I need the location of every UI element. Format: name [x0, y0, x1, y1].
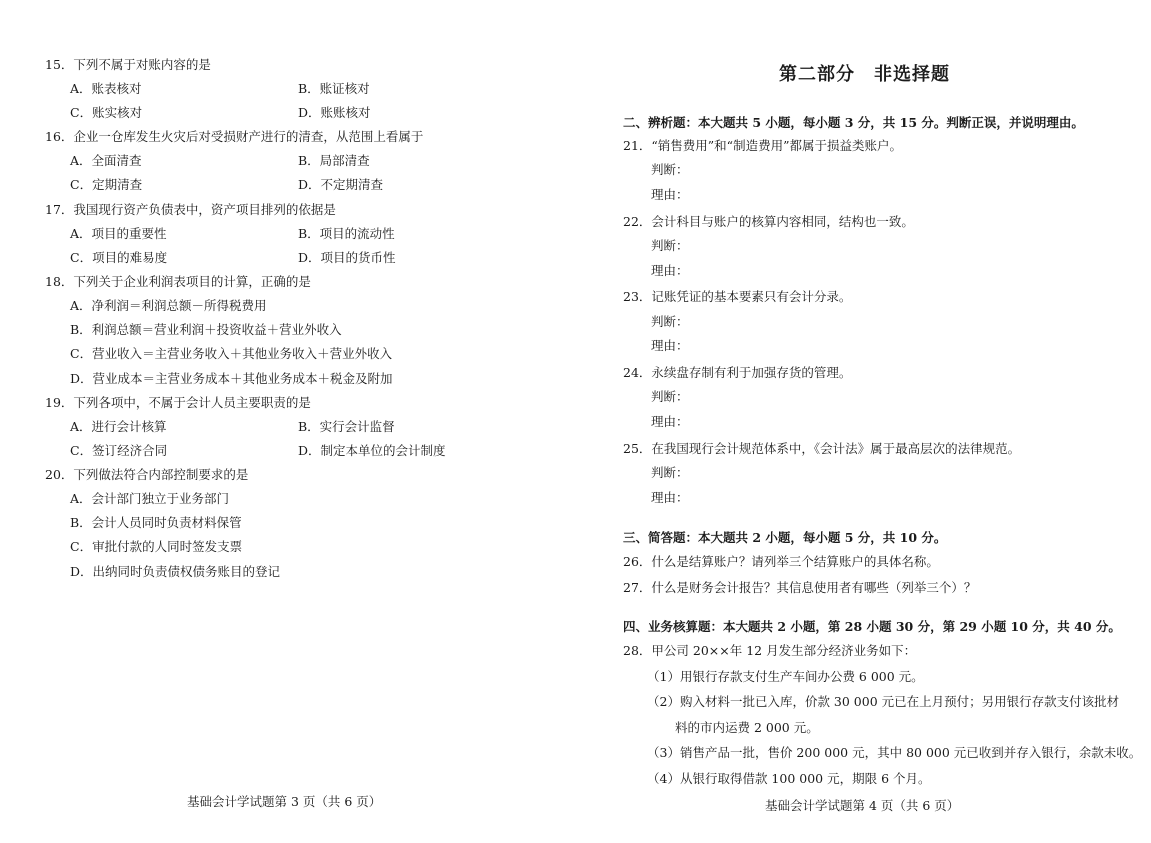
question-19-option-c: C．签订经济合同	[70, 443, 168, 458]
question-17-stem: 17．我国现行资产负债表中，资产项目排列的依据是	[45, 202, 336, 217]
right-page	[575, 0, 1151, 843]
right-page-footer: 基础会计学试题第 4 页（共 6 页）	[765, 798, 960, 813]
question-25-reason-label: 理由：	[651, 490, 689, 505]
question-18-option-c: C．营业收入＝主营业务收入＋其他业务收入＋营业外收入	[70, 346, 393, 361]
question-22: 22．会计科目与账户的核算内容相同，结构也一致。	[623, 214, 914, 229]
question-25: 25．在我国现行会计规范体系中，《会计法》属于最高层次的法律规范。	[623, 441, 1021, 456]
section-4-header: 四、业务核算题：本大题共 2 小题，第 28 小题 30 分，第 29 小题 10 分，共 40 分。	[623, 619, 1121, 634]
question-22-judge-label: 判断：	[651, 238, 689, 253]
question-16-option-c: C．定期清查	[70, 177, 143, 192]
question-15-option-d: D．账账核对	[298, 105, 371, 120]
question-17-option-b: B．项目的流动性	[298, 226, 395, 241]
question-18-option-d: D．营业成本＝主营业务成本＋其他业务成本＋税金及附加	[70, 371, 393, 386]
question-24-reason-label: 理由：	[651, 414, 689, 429]
question-15-option-b: B．账证核对	[298, 81, 370, 96]
question-21: 21．“销售费用”和“制造费用”都属于损益类账户。	[623, 138, 902, 153]
question-25-judge-label: 判断：	[651, 465, 689, 480]
question-19-option-b: B．实行会计监督	[298, 419, 395, 434]
question-16-stem: 16．企业一仓库发生火灾后对受损财产进行的清查，从范围上看属于	[45, 129, 424, 144]
question-21-reason-label: 理由：	[651, 187, 689, 202]
question-27: 27．什么是财务会计报告？其信息使用者有哪些（列举三个）？	[623, 580, 977, 595]
question-28-stem: 28．甲公司 20××年 12 月发生部分经济业务如下：	[623, 643, 917, 658]
left-page-footer: 基础会计学试题第 3 页（共 6 页）	[187, 794, 382, 809]
question-17-option-d: D．项目的货币性	[298, 250, 396, 265]
question-16-option-a: A．全面清查	[70, 153, 142, 168]
question-16-option-d: D．不定期清查	[298, 177, 384, 192]
question-20-stem: 20．下列做法符合内部控制要求的是	[45, 467, 249, 482]
question-18-option-b: B．利润总额＝营业利润＋投资收益＋营业外收入	[70, 322, 342, 337]
question-17-option-a: A．项目的重要性	[70, 226, 167, 241]
question-15-option-c: C．账实核对	[70, 105, 143, 120]
question-28-item-4: （4）从银行取得借款 100 000 元，期限 6 个月。	[647, 771, 931, 786]
question-22-reason-label: 理由：	[651, 263, 689, 278]
question-16-option-b: B．局部清查	[298, 153, 370, 168]
question-19-option-d: D．制定本单位的会计制度	[298, 443, 446, 458]
question-23-reason-label: 理由：	[651, 338, 689, 353]
question-26: 26．什么是结算账户？请列举三个结算账户的具体名称。	[623, 554, 939, 569]
question-24: 24．永续盘存制有利于加强存货的管理。	[623, 365, 852, 380]
question-20-option-b: B．会计人员同时负责材料保管	[70, 515, 242, 530]
question-20-option-a: A．会计部门独立于业务部门	[70, 491, 230, 506]
question-15-stem: 15．下列不属于对账内容的是	[45, 57, 211, 72]
question-28-item-2-continued: 料的市内运费 2 000 元。	[675, 720, 819, 735]
question-28-item-1: （1）用银行存款支付生产车间办公费 6 000 元。	[647, 669, 924, 684]
question-21-judge-label: 判断：	[651, 162, 689, 177]
section-3-header: 三、简答题：本大题共 2 小题，每小题 5 分，共 10 分。	[623, 530, 947, 545]
section-2-header: 二、辨析题：本大题共 5 小题，每小题 3 分，共 15 分。判断正误，并说明理由。	[623, 115, 1084, 130]
left-page	[0, 0, 575, 843]
question-28-item-2: （2）购入材料一批已入库，价款 30 000 元已在上月预付；另用银行存款支付该批材	[647, 694, 1120, 709]
question-18-option-a: A．净利润＝利润总额－所得税费用	[70, 298, 267, 313]
question-20-option-d: D．出纳同时负责债权债务账目的登记	[70, 564, 281, 579]
question-23-judge-label: 判断：	[651, 314, 689, 329]
question-17-option-c: C．项目的难易度	[70, 250, 168, 265]
question-15-option-a: A．账表核对	[70, 81, 142, 96]
question-28-item-3: （3）销售产品一批，售价 200 000 元，其中 80 000 元已收到并存入银行，余款未收。	[647, 745, 1142, 760]
question-19-stem: 19．下列各项中，不属于会计人员主要职责的是	[45, 395, 311, 410]
question-20-option-c: C．审批付款的人同时签发支票	[70, 539, 243, 554]
question-24-judge-label: 判断：	[651, 389, 689, 404]
part-title: 第二部分 非选择题	[779, 64, 950, 85]
question-19-option-a: A．进行会计核算	[70, 419, 167, 434]
question-23: 23．记账凭证的基本要素只有会计分录。	[623, 289, 852, 304]
question-18-stem: 18．下列关于企业利润表项目的计算，正确的是	[45, 274, 311, 289]
